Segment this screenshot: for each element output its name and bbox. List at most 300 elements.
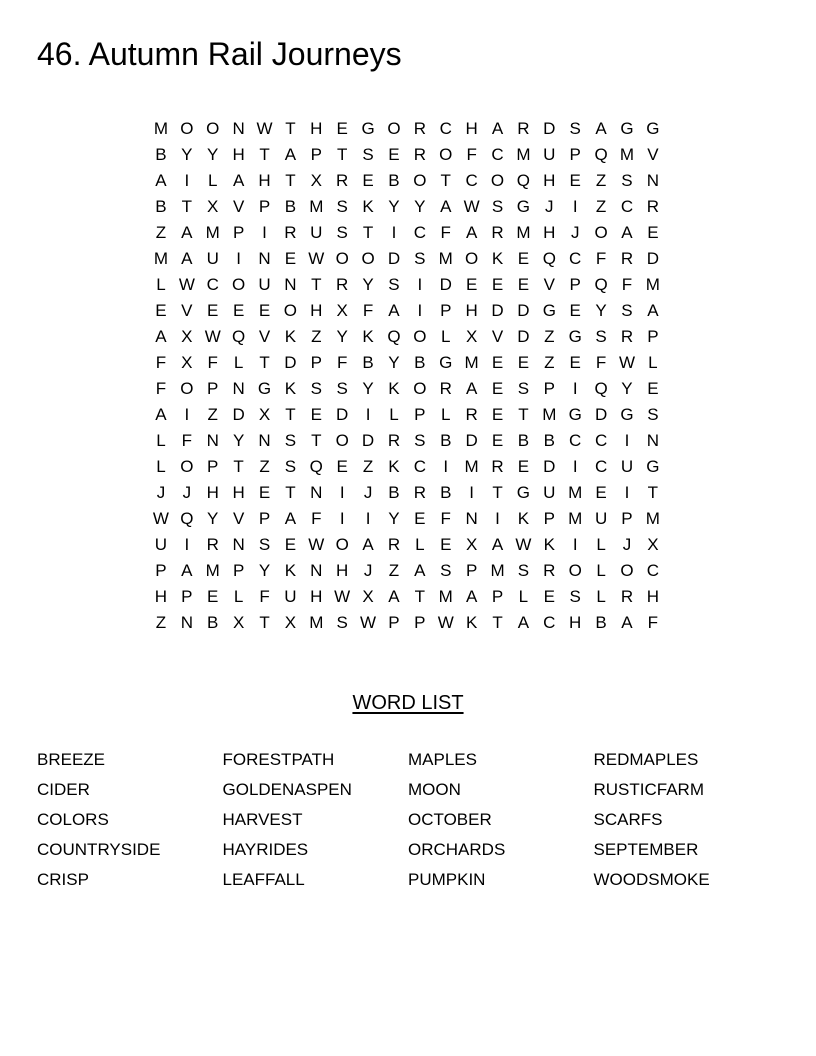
- grid-letter: S: [569, 587, 581, 606]
- grid-letter: F: [311, 509, 322, 528]
- grid-letter: W: [256, 119, 273, 138]
- grid-letter: H: [258, 171, 271, 190]
- grid-letter: S: [284, 457, 297, 476]
- grid-letter: C: [594, 457, 608, 476]
- grid-letter: M: [568, 509, 583, 528]
- grid-letter: O: [413, 379, 427, 398]
- grid-row: [148, 116, 666, 142]
- grid-letter: S: [336, 197, 348, 216]
- grid-letter: S: [647, 405, 659, 424]
- grid-row: [148, 454, 666, 480]
- grid-letter: C: [439, 119, 452, 138]
- word-list-item: FORESTPATH: [222, 750, 335, 769]
- grid-letter: R: [646, 197, 659, 216]
- word-list-item: CIDER: [37, 780, 90, 799]
- grid-letter: E: [517, 457, 530, 476]
- grid-letter: S: [414, 431, 426, 450]
- grid-letter: A: [517, 613, 530, 632]
- grid-letter: G: [568, 405, 582, 424]
- grid-letter: I: [262, 223, 267, 242]
- grid-letter: F: [155, 379, 167, 398]
- grid-letter: M: [619, 145, 635, 164]
- word-list: [37, 747, 780, 897]
- grid-letter: H: [154, 587, 168, 606]
- grid-letter: I: [391, 223, 397, 242]
- grid-letter: N: [232, 119, 245, 138]
- grid-letter: Y: [388, 197, 400, 216]
- grid-letter: L: [233, 353, 244, 372]
- grid-letter: N: [284, 275, 297, 294]
- grid-letter: F: [259, 587, 270, 606]
- grid-letter: E: [569, 171, 581, 190]
- grid-letter: S: [440, 561, 452, 580]
- grid-letter: K: [284, 561, 297, 580]
- grid-letter: S: [336, 379, 348, 398]
- grid-letter: Q: [180, 509, 194, 528]
- word-list-item: LEAFFALL: [222, 870, 305, 889]
- grid-letter: W: [515, 535, 532, 554]
- grid-letter: M: [438, 587, 453, 606]
- grid-letter: O: [413, 327, 427, 346]
- grid-letter: O: [361, 249, 375, 268]
- grid-letter: A: [362, 535, 374, 554]
- grid-letter: E: [440, 535, 452, 554]
- grid-letter: J: [363, 561, 373, 580]
- grid-letter: Z: [595, 197, 607, 216]
- grid-letter: G: [516, 197, 531, 216]
- grid-letter: T: [285, 405, 296, 424]
- grid-letter: S: [258, 535, 271, 554]
- grid-letter: X: [284, 613, 297, 632]
- grid-letter: G: [620, 405, 634, 424]
- grid-letter: D: [387, 249, 401, 268]
- grid-letter: A: [440, 197, 452, 216]
- grid-row: [148, 376, 666, 402]
- word-list-item: COLORS: [37, 810, 109, 829]
- grid-letter: O: [439, 145, 453, 164]
- grid-letter: H: [543, 171, 556, 190]
- grid-letter: P: [258, 197, 271, 216]
- grid-letter: R: [413, 119, 426, 138]
- grid-letter: B: [440, 483, 452, 502]
- grid-letter: D: [594, 405, 608, 424]
- grid-letter: R: [284, 223, 297, 242]
- grid-letter: A: [414, 561, 426, 580]
- grid-letter: I: [184, 535, 190, 554]
- grid-letter: N: [206, 431, 219, 450]
- grid-letter: Y: [181, 145, 193, 164]
- grid-letter: P: [155, 561, 167, 580]
- word-list-item: COUNTRYSIDE: [37, 840, 161, 859]
- grid-letter: R: [336, 275, 349, 294]
- grid-letter: Z: [388, 561, 400, 580]
- grid-letter: E: [517, 275, 530, 294]
- grid-letter: M: [153, 249, 169, 268]
- grid-letter: P: [543, 509, 555, 528]
- grid-letter: Y: [621, 379, 633, 398]
- grid-letter: K: [388, 457, 400, 476]
- grid-letter: B: [284, 197, 297, 216]
- grid-letter: C: [620, 197, 634, 216]
- grid-letter: U: [543, 483, 556, 502]
- grid-letter: P: [207, 457, 219, 476]
- grid-letter: L: [156, 275, 166, 294]
- grid-letter: H: [569, 613, 582, 632]
- grid-letter: M: [153, 119, 169, 138]
- grid-letter: Q: [232, 327, 246, 346]
- grid-letter: P: [232, 223, 245, 242]
- grid-letter: E: [258, 301, 271, 320]
- grid-letter: Y: [414, 197, 426, 216]
- grid-letter: A: [621, 613, 633, 632]
- grid-letter: A: [284, 509, 297, 528]
- grid-letter: M: [205, 223, 220, 242]
- grid-letter: W: [463, 197, 480, 216]
- grid-letter: H: [543, 223, 556, 242]
- grid-row: [148, 350, 666, 376]
- grid-letter: N: [258, 249, 271, 268]
- grid-letter: P: [440, 301, 452, 320]
- grid-letter: S: [336, 223, 348, 242]
- grid-letter: O: [594, 223, 608, 242]
- grid-letter: C: [413, 223, 426, 242]
- word-list-item: RUSTICFARM: [593, 780, 704, 799]
- grid-letter: E: [362, 171, 374, 190]
- grid-letter: L: [441, 405, 451, 424]
- grid-letter: R: [387, 535, 401, 554]
- grid-letter: I: [572, 457, 578, 476]
- grid-letter: M: [645, 275, 660, 294]
- grid-letter: P: [647, 327, 659, 346]
- grid-letter: X: [465, 327, 478, 346]
- word-list-item: CRISP: [37, 870, 89, 889]
- grid-letter: E: [258, 483, 271, 502]
- grid-letter: E: [647, 223, 659, 242]
- grid-letter: Q: [594, 275, 608, 294]
- grid-letter: P: [491, 587, 504, 606]
- grid-letter: X: [310, 171, 322, 190]
- grid-letter: G: [257, 379, 272, 398]
- grid-letter: X: [207, 197, 219, 216]
- grid-letter: E: [207, 587, 219, 606]
- grid-letter: K: [284, 379, 297, 398]
- page-title: 46. Autumn Rail Journeys: [37, 36, 402, 72]
- grid-letter: L: [156, 457, 166, 476]
- grid-letter: E: [284, 249, 297, 268]
- grid-letter: H: [336, 561, 349, 580]
- grid-letter: S: [621, 301, 633, 320]
- grid-letter: I: [236, 249, 241, 268]
- grid-row: [148, 402, 666, 428]
- grid-letter: F: [440, 223, 451, 242]
- grid-letter: Y: [595, 301, 607, 320]
- grid-letter: I: [495, 509, 500, 528]
- grid-letter: M: [568, 483, 583, 502]
- grid-letter: N: [646, 171, 659, 190]
- grid-letter: M: [516, 145, 531, 164]
- grid-letter: G: [620, 119, 634, 138]
- grid-letter: T: [181, 197, 193, 216]
- grid-letter: P: [543, 379, 555, 398]
- grid-letter: K: [465, 613, 478, 632]
- grid-letter: B: [155, 145, 167, 164]
- grid-letter: T: [259, 613, 270, 632]
- grid-row: [148, 246, 666, 272]
- grid-letter: P: [310, 353, 322, 372]
- grid-letter: E: [232, 301, 245, 320]
- grid-letter: R: [206, 535, 219, 554]
- grid-letter: M: [516, 223, 531, 242]
- grid-letter: C: [491, 145, 504, 164]
- grid-letter: M: [645, 509, 660, 528]
- grid-letter: K: [362, 327, 374, 346]
- grid-letter: C: [465, 171, 478, 190]
- grid-letter: A: [284, 145, 297, 164]
- grid-letter: Y: [207, 509, 219, 528]
- grid-letter: D: [517, 327, 530, 346]
- grid-letter: J: [156, 483, 166, 502]
- grid-letter: S: [336, 613, 348, 632]
- grid-letter: H: [465, 119, 478, 138]
- grid-letter: D: [284, 353, 297, 372]
- grid-letter: Q: [594, 145, 608, 164]
- grid-letter: A: [647, 301, 659, 320]
- grid-letter: O: [206, 119, 220, 138]
- grid-letter: F: [362, 301, 374, 320]
- word-list-item: SEPTEMBER: [593, 840, 699, 859]
- grid-letter: D: [517, 301, 530, 320]
- grid-letter: A: [465, 223, 478, 242]
- grid-letter: P: [181, 587, 193, 606]
- grid-row: [148, 194, 666, 220]
- grid-letter: S: [491, 197, 504, 216]
- grid-letter: L: [233, 587, 244, 606]
- grid-letter: U: [284, 587, 297, 606]
- grid-letter: U: [310, 223, 323, 242]
- grid-letter: V: [232, 509, 245, 528]
- grid-letter: J: [182, 483, 192, 502]
- grid-letter: S: [517, 379, 530, 398]
- grid-letter: L: [648, 353, 658, 372]
- grid-letter: P: [569, 145, 581, 164]
- grid-letter: O: [490, 171, 505, 190]
- grid-letter: E: [491, 431, 504, 450]
- grid-letter: B: [543, 431, 555, 450]
- grid-letter: R: [336, 171, 349, 190]
- grid-letter: N: [232, 535, 245, 554]
- grid-letter: Y: [362, 275, 374, 294]
- grid-letter: Z: [155, 613, 167, 632]
- grid-letter: E: [388, 145, 400, 164]
- grid-letter: J: [570, 223, 580, 242]
- grid-letter: R: [620, 327, 634, 346]
- grid-letter: R: [413, 483, 426, 502]
- grid-letter: B: [362, 353, 374, 372]
- grid-letter: G: [568, 327, 582, 346]
- grid-letter: T: [647, 483, 659, 502]
- grid-row: [148, 142, 666, 168]
- grid-letter: P: [310, 145, 322, 164]
- grid-letter: H: [310, 119, 323, 138]
- grid-letter: V: [543, 275, 555, 294]
- grid-letter: P: [465, 561, 478, 580]
- word-list-item: REDMAPLES: [593, 750, 699, 769]
- grid-letter: R: [543, 561, 556, 580]
- grid-letter: A: [621, 223, 633, 242]
- grid-letter: W: [360, 613, 377, 632]
- grid-letter: L: [596, 561, 606, 580]
- grid-letter: U: [594, 509, 608, 528]
- grid-letter: X: [232, 613, 245, 632]
- grid-letter: W: [308, 249, 325, 268]
- grid-letter: O: [465, 249, 479, 268]
- grid-row: [148, 324, 666, 350]
- grid-letter: V: [647, 145, 659, 164]
- grid-letter: T: [311, 431, 322, 450]
- grid-letter: F: [595, 353, 607, 372]
- grid-row: [148, 168, 666, 194]
- word-list-item: HARVEST: [222, 810, 303, 829]
- grid-letter: Q: [542, 249, 556, 268]
- grid-row: [148, 506, 666, 532]
- grid-letter: N: [310, 483, 323, 502]
- grid-letter: T: [336, 145, 348, 164]
- grid-letter: K: [517, 509, 530, 528]
- grid-letter: W: [204, 327, 221, 346]
- grid-row: [148, 220, 666, 246]
- grid-letter: L: [596, 535, 606, 554]
- grid-letter: U: [154, 535, 168, 554]
- grid-letter: J: [545, 197, 554, 216]
- word-list-item: GOLDENASPEN: [222, 780, 352, 799]
- grid-letter: O: [180, 379, 194, 398]
- grid-letter: I: [572, 379, 578, 398]
- grid-letter: A: [232, 171, 245, 190]
- grid-letter: L: [389, 405, 399, 424]
- grid-letter: Z: [259, 457, 270, 476]
- grid-letter: P: [207, 379, 219, 398]
- grid-letter: X: [181, 327, 193, 346]
- word-list-item: ORCHARDS: [408, 840, 506, 859]
- grid-letter: C: [569, 431, 582, 450]
- grid-letter: F: [207, 353, 218, 372]
- grid-letter: M: [205, 561, 220, 580]
- grid-letter: C: [413, 457, 426, 476]
- grid-letter: O: [180, 457, 194, 476]
- grid-letter: A: [181, 223, 193, 242]
- grid-letter: I: [624, 483, 630, 502]
- grid-row: [148, 298, 666, 324]
- grid-row: [148, 610, 666, 636]
- grid-letter: N: [180, 613, 193, 632]
- grid-letter: J: [622, 535, 632, 554]
- grid-letter: E: [491, 275, 504, 294]
- grid-letter: L: [415, 535, 425, 554]
- grid-letter: B: [595, 613, 607, 632]
- grid-letter: O: [232, 275, 246, 294]
- grid-letter: E: [517, 249, 530, 268]
- grid-letter: L: [156, 431, 166, 450]
- grid-letter: K: [543, 535, 555, 554]
- grid-letter: B: [207, 613, 219, 632]
- grid-letter: E: [336, 119, 348, 138]
- grid-letter: R: [517, 119, 530, 138]
- grid-letter: M: [542, 405, 557, 424]
- grid-letter: Y: [362, 379, 374, 398]
- grid-letter: M: [490, 561, 505, 580]
- grid-letter: B: [440, 431, 452, 450]
- grid-letter: E: [207, 301, 219, 320]
- grid-letter: F: [155, 353, 167, 372]
- grid-letter: I: [572, 197, 578, 216]
- grid-letter: A: [181, 561, 193, 580]
- grid-letter: Y: [336, 327, 348, 346]
- grid-letter: F: [621, 275, 633, 294]
- grid-letter: T: [259, 353, 270, 372]
- grid-letter: T: [285, 119, 296, 138]
- grid-letter: H: [310, 301, 323, 320]
- grid-letter: S: [362, 145, 374, 164]
- grid-letter: B: [517, 431, 530, 450]
- grid-letter: P: [388, 613, 400, 632]
- grid-letter: T: [440, 171, 451, 190]
- grid-letter: O: [335, 535, 349, 554]
- grid-letter: P: [621, 509, 633, 528]
- grid-letter: O: [413, 171, 427, 190]
- grid-letter: S: [595, 327, 607, 346]
- grid-letter: E: [543, 587, 555, 606]
- grid-letter: F: [336, 353, 348, 372]
- grid-letter: R: [387, 431, 401, 450]
- grid-letter: O: [387, 119, 401, 138]
- grid-letter: A: [491, 535, 504, 554]
- grid-letter: A: [595, 119, 607, 138]
- grid-letter: B: [155, 197, 167, 216]
- grid-letter: T: [492, 483, 503, 502]
- grid-letter: W: [178, 275, 195, 294]
- grid-letter: T: [259, 145, 270, 164]
- grid-letter: A: [465, 379, 478, 398]
- grid-letter: O: [180, 119, 194, 138]
- grid-letter: E: [491, 379, 504, 398]
- grid-letter: U: [206, 249, 219, 268]
- grid-letter: S: [388, 275, 400, 294]
- grid-letter: H: [310, 587, 323, 606]
- grid-letter: K: [284, 327, 297, 346]
- grid-letter: M: [464, 457, 479, 476]
- grid-letter: W: [308, 535, 325, 554]
- grid-letter: W: [437, 613, 454, 632]
- grid-letter: O: [283, 301, 298, 320]
- grid-letter: C: [594, 431, 608, 450]
- grid-letter: L: [518, 587, 529, 606]
- grid-letter: G: [361, 119, 375, 138]
- grid-letter: T: [414, 587, 426, 606]
- grid-letter: R: [491, 457, 504, 476]
- letter-grid: [148, 116, 666, 636]
- grid-letter: S: [517, 561, 530, 580]
- grid-letter: T: [518, 405, 529, 424]
- grid-letter: Y: [388, 353, 400, 372]
- grid-letter: R: [439, 379, 452, 398]
- grid-letter: A: [491, 119, 504, 138]
- grid-letter: A: [388, 587, 400, 606]
- grid-letter: E: [517, 353, 530, 372]
- grid-letter: T: [285, 171, 296, 190]
- grid-letter: F: [647, 613, 659, 632]
- grid-letter: L: [596, 587, 606, 606]
- grid-letter: X: [465, 535, 478, 554]
